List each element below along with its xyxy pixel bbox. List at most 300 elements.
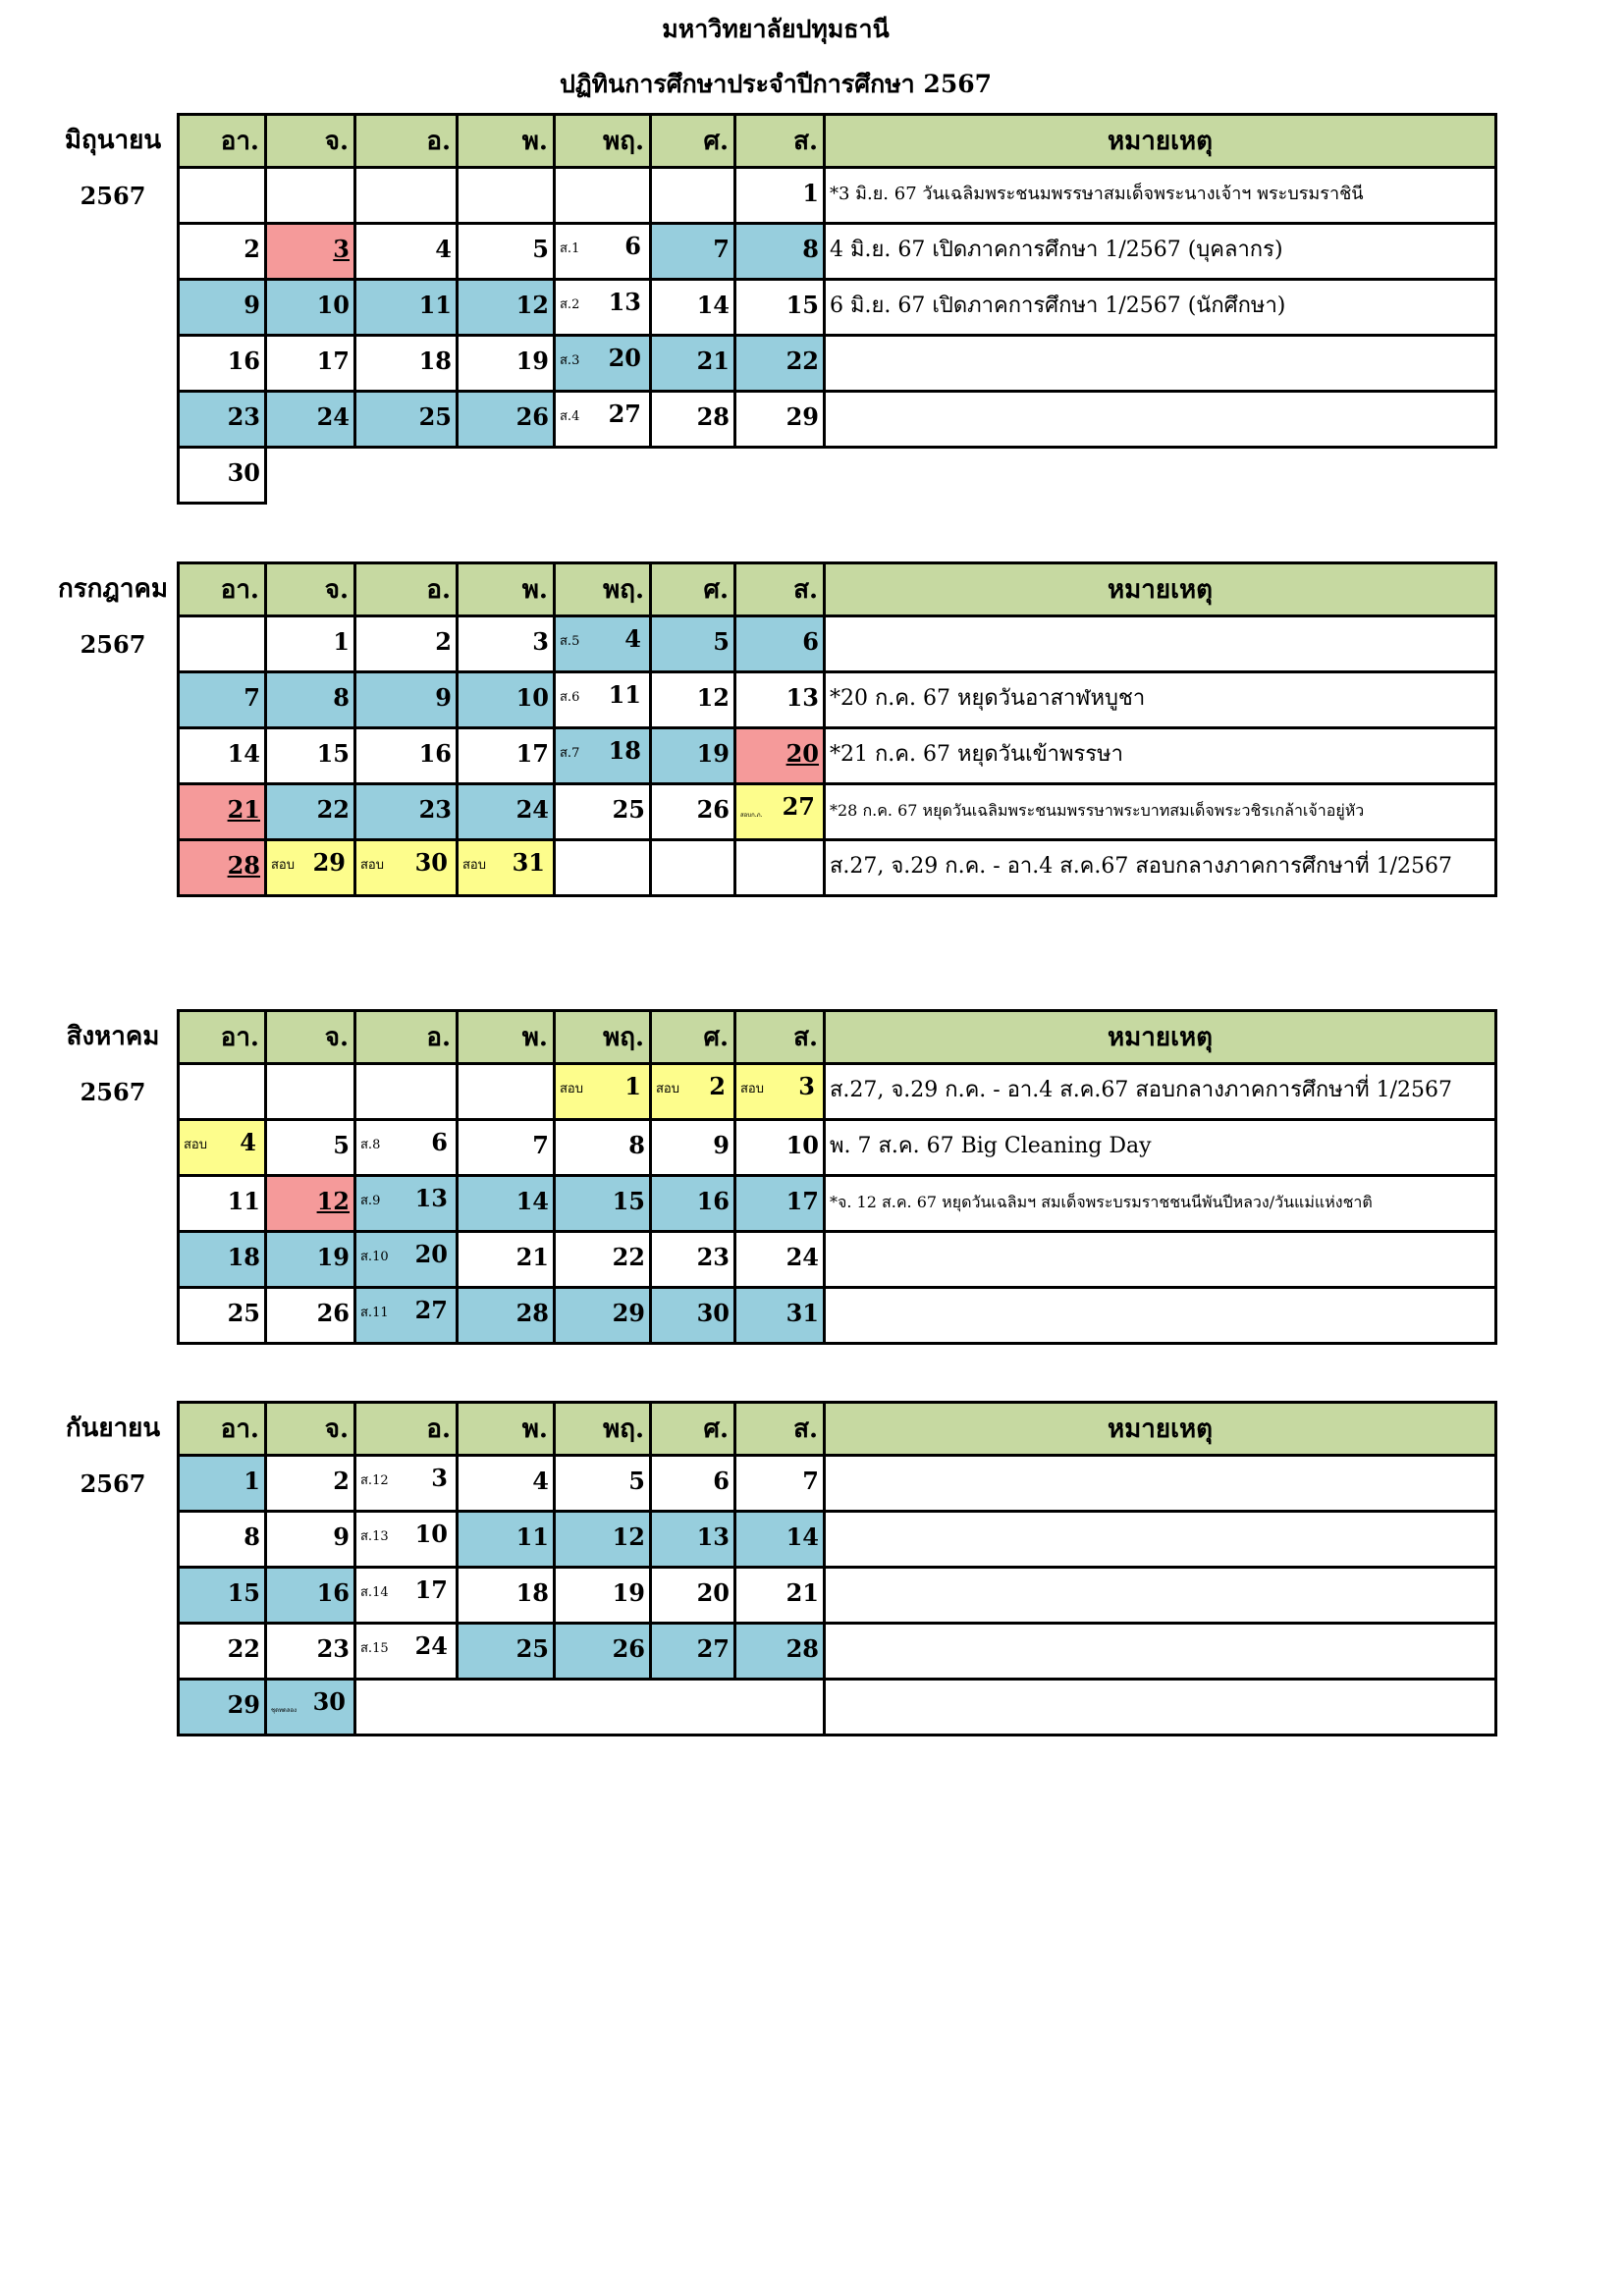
weekday-header: อ.: [356, 1009, 459, 1065]
day-number: 21: [227, 795, 260, 824]
weekday-header: พ.: [459, 561, 556, 617]
day-cell: [736, 617, 826, 673]
day-cell: [177, 729, 267, 785]
note-cell: *จ. 12 ส.ค. 67 หยุดวันเฉลิมฯ สมเด็จพระบรมราชชนนีพันปีหลวง/วันแม่แห่งชาติ: [826, 1177, 1497, 1233]
note-cell: [826, 1289, 1497, 1345]
day-number: 28: [696, 402, 730, 431]
day-number: 25: [418, 402, 452, 431]
weekday-header: อา.: [177, 113, 267, 169]
day-cell: [459, 169, 556, 225]
day-cell: [177, 281, 267, 337]
day-number: 25: [227, 1299, 260, 1327]
day-cell: [652, 1289, 736, 1345]
day-cell: [267, 785, 356, 841]
month-year: 2567: [80, 1469, 146, 1498]
day-cell: [177, 225, 267, 281]
day-cell: [177, 1177, 267, 1233]
day-cell: [736, 1625, 826, 1681]
weekday-header: ศ.: [652, 561, 736, 617]
day-number: 8: [802, 235, 819, 263]
day-cell: [267, 1121, 356, 1177]
month-year: 2567: [80, 630, 146, 659]
day-number: 16: [227, 347, 260, 375]
day-number: 5: [532, 235, 549, 263]
day-cell: [267, 393, 356, 449]
day-number: 17: [316, 347, 350, 375]
day-cell: [267, 281, 356, 337]
week-tag: สอบ: [656, 1082, 679, 1096]
note-cell: [826, 1681, 1497, 1736]
week-tag: ชุดทดลอง: [271, 1707, 298, 1714]
day-cell: [356, 1233, 459, 1289]
day-cell: [556, 1289, 652, 1345]
day-number: 10: [316, 291, 350, 319]
day-cell: [556, 1177, 652, 1233]
note-cell: [826, 393, 1497, 449]
day-number: 25: [515, 1634, 549, 1663]
day-cell: [556, 1625, 652, 1681]
day-cell: [459, 281, 556, 337]
day-number: 10: [785, 1131, 819, 1159]
day-cell: [356, 1457, 459, 1513]
day-number: 22: [612, 1243, 645, 1271]
day-cell: [459, 1289, 556, 1345]
notes-header: หมายเหตุ: [826, 1009, 1497, 1065]
day-number: 8: [333, 683, 350, 712]
day-number: 13: [785, 683, 819, 712]
weekday-header: พฤ.: [556, 561, 652, 617]
day-cell: [356, 1289, 459, 1345]
day-number: 17: [414, 1575, 448, 1604]
day-number: 19: [612, 1578, 645, 1607]
day-number: 8: [628, 1131, 645, 1159]
day-number: 13: [608, 288, 641, 316]
day-number: 28: [515, 1299, 549, 1327]
day-cell: [652, 393, 736, 449]
day-cell: [736, 1177, 826, 1233]
weekday-header: อา.: [177, 561, 267, 617]
day-cell: [556, 785, 652, 841]
day-number: 3: [798, 1072, 815, 1100]
day-number: 30: [312, 1687, 346, 1716]
day-cell: [736, 841, 826, 897]
day-cell: [356, 337, 459, 393]
day-cell: [459, 1513, 556, 1569]
month-name: กรกฎาคม: [57, 574, 169, 604]
month-name: กันยายน: [65, 1414, 161, 1443]
day-cell: [736, 1065, 826, 1121]
day-cell: [177, 393, 267, 449]
day-number: 26: [316, 1299, 350, 1327]
note-cell: *3 มิ.ย. 67 วันเฉลิมพระชนมพรรษาสมเด็จพระนางเจ้าฯ พระบรมราชินี: [826, 169, 1497, 225]
day-cell: [652, 169, 736, 225]
day-number: 31: [785, 1299, 819, 1327]
day-number: 10: [414, 1520, 448, 1548]
day-number: 23: [696, 1243, 730, 1271]
day-number: 11: [418, 291, 452, 319]
weekday-header: ส.: [736, 113, 826, 169]
day-cell: [652, 841, 736, 897]
note-cell: [826, 1625, 1497, 1681]
day-cell: [459, 337, 556, 393]
day-cell: [459, 1569, 556, 1625]
day-number: 20: [414, 1240, 448, 1268]
day-number: 11: [608, 680, 641, 709]
day-number: 30: [696, 1299, 730, 1327]
day-number: 23: [227, 402, 260, 431]
day-number: 13: [414, 1184, 448, 1212]
day-number: 24: [785, 1243, 819, 1271]
day-cell: [459, 1457, 556, 1513]
day-number: 26: [515, 402, 549, 431]
month-year: 2567: [80, 1078, 146, 1106]
day-number: 30: [227, 458, 260, 487]
week-tag: ส.11: [360, 1306, 389, 1320]
day-cell: [459, 673, 556, 729]
day-number: 21: [696, 347, 730, 375]
day-cell: [736, 729, 826, 785]
day-number: 27: [414, 1296, 448, 1324]
day-number: 6: [802, 627, 819, 656]
day-cell: [356, 281, 459, 337]
day-cell: [652, 1121, 736, 1177]
day-cell: [459, 1625, 556, 1681]
day-cell: [356, 1121, 459, 1177]
day-cell: [459, 393, 556, 449]
day-number: 9: [713, 1131, 730, 1159]
month-grid: [177, 113, 1497, 505]
day-number: 4: [624, 624, 641, 653]
day-number: 12: [612, 1522, 645, 1551]
notes-header: หมายเหตุ: [826, 113, 1497, 169]
day-number: 23: [418, 795, 452, 824]
week-tag: ส.4: [560, 409, 580, 424]
weekday-header: อ.: [356, 113, 459, 169]
day-cell: [356, 169, 459, 225]
day-cell: [652, 1625, 736, 1681]
day-number: 7: [713, 235, 730, 263]
day-number: 26: [696, 795, 730, 824]
day-cell: [267, 1289, 356, 1345]
day-number: 22: [316, 795, 350, 824]
day-cell: [459, 1177, 556, 1233]
day-cell: [736, 1569, 826, 1625]
weekday-header: ศ.: [652, 113, 736, 169]
day-cell: [356, 1569, 459, 1625]
weekday-header: อา.: [177, 1401, 267, 1457]
week-tag: ส.12: [360, 1473, 389, 1488]
week-tag: สอบ: [740, 1082, 764, 1096]
day-cell: [267, 337, 356, 393]
day-cell: [177, 1625, 267, 1681]
day-cell: [556, 337, 652, 393]
day-cell: [267, 1513, 356, 1569]
day-number: 7: [244, 683, 260, 712]
day-number: 11: [227, 1187, 260, 1215]
day-cell: [356, 1065, 459, 1121]
week-tag: ส.10: [360, 1250, 389, 1264]
day-cell: [736, 1457, 826, 1513]
week-tag: สอบ: [360, 858, 384, 873]
day-cell: [177, 1289, 267, 1345]
day-number: 29: [612, 1299, 645, 1327]
week-tag: ส.9: [360, 1194, 381, 1208]
day-cell: [556, 225, 652, 281]
day-cell: [267, 1681, 356, 1736]
day-cell: [356, 729, 459, 785]
weekday-header: จ.: [267, 1401, 356, 1457]
day-cell: [267, 1569, 356, 1625]
day-cell: [177, 1681, 267, 1736]
day-cell: [459, 225, 556, 281]
day-number: 7: [532, 1131, 549, 1159]
week-tag: สอบก.ภ.: [740, 812, 763, 819]
day-number: 2: [435, 627, 452, 656]
day-cell: [652, 1457, 736, 1513]
note-cell: ส.27, จ.29 ก.ค. - อา.4 ส.ค.67 สอบกลางภาคการศึกษาที่ 1/2567: [826, 841, 1497, 897]
day-number: 9: [244, 291, 260, 319]
weekday-header: อา.: [177, 1009, 267, 1065]
day-cell: [556, 617, 652, 673]
note-cell: 4 มิ.ย. 67 เปิดภาคการศึกษา 1/2567 (บุคลากร): [826, 225, 1497, 281]
note-cell: พ. 7 ส.ค. 67 Big Cleaning Day: [826, 1121, 1497, 1177]
day-number: 3: [431, 1464, 448, 1492]
note-cell: [826, 337, 1497, 393]
day-number: 20: [608, 344, 641, 372]
day-cell: [556, 169, 652, 225]
day-number: 18: [515, 1578, 549, 1607]
month-name: สิงหาคม: [66, 1022, 160, 1051]
day-number: 15: [316, 739, 350, 768]
week-tag: ส.15: [360, 1641, 389, 1656]
day-number: 27: [782, 792, 815, 821]
day-cell: [267, 1233, 356, 1289]
week-tag: ส.6: [560, 690, 580, 705]
day-cell: [652, 1177, 736, 1233]
week-tag: ส.8: [360, 1138, 381, 1152]
day-number: 15: [227, 1578, 260, 1607]
week-tag: ส.7: [560, 746, 580, 761]
day-cell: [736, 393, 826, 449]
day-number: 5: [333, 1131, 350, 1159]
day-number: 20: [785, 739, 819, 768]
week-tag: ส.1: [560, 241, 580, 256]
day-cell: [177, 1233, 267, 1289]
day-cell: [356, 1625, 459, 1681]
weekday-header: พ.: [459, 1401, 556, 1457]
day-cell: [459, 841, 556, 897]
weekday-header: อ.: [356, 1401, 459, 1457]
day-number: 20: [696, 1578, 730, 1607]
day-number: 27: [696, 1634, 730, 1663]
day-cell: [177, 841, 267, 897]
day-cell: [267, 617, 356, 673]
day-cell: [459, 1121, 556, 1177]
day-cell: [177, 673, 267, 729]
day-number: 17: [785, 1187, 819, 1215]
day-cell: [177, 169, 267, 225]
day-number: 16: [696, 1187, 730, 1215]
note-cell: [826, 1233, 1497, 1289]
day-number: 4: [435, 235, 452, 263]
day-number: 29: [227, 1690, 260, 1719]
weekday-header: ศ.: [652, 1009, 736, 1065]
day-number: 3: [532, 627, 549, 656]
week-tag: ส.5: [560, 634, 580, 649]
day-number: 12: [515, 291, 549, 319]
day-number: 9: [333, 1522, 350, 1551]
day-number: 13: [696, 1522, 730, 1551]
weekday-header: จ.: [267, 561, 356, 617]
day-number: 3: [333, 235, 350, 263]
weekday-header: พ.: [459, 113, 556, 169]
day-cell: [652, 1569, 736, 1625]
day-number: 15: [785, 291, 819, 319]
day-number: 12: [696, 683, 730, 712]
day-number: 24: [515, 795, 549, 824]
day-number: 29: [785, 402, 819, 431]
day-number: 27: [608, 400, 641, 428]
day-cell: [556, 1233, 652, 1289]
day-cell: [652, 337, 736, 393]
day-cell: [356, 225, 459, 281]
day-number: 11: [515, 1522, 549, 1551]
day-number: 28: [227, 851, 260, 880]
day-cell: [267, 673, 356, 729]
day-cell: [652, 729, 736, 785]
day-cell: [652, 225, 736, 281]
day-cell: [356, 841, 459, 897]
week-tag: สอบ: [184, 1138, 207, 1152]
month-year: 2567: [80, 182, 146, 210]
day-cell: [736, 785, 826, 841]
blank-cell: [356, 1681, 826, 1736]
day-cell: [556, 281, 652, 337]
day-cell: [652, 1233, 736, 1289]
day-cell: [356, 785, 459, 841]
day-cell: [736, 1513, 826, 1569]
note-cell: 6 มิ.ย. 67 เปิดภาคการศึกษา 1/2567 (นักศึกษา): [826, 281, 1497, 337]
day-cell: [177, 1457, 267, 1513]
day-cell: [267, 729, 356, 785]
day-cell: [652, 1065, 736, 1121]
day-number: 22: [227, 1634, 260, 1663]
day-cell: [177, 617, 267, 673]
day-number: 8: [244, 1522, 260, 1551]
day-cell: [356, 1513, 459, 1569]
day-cell: [459, 617, 556, 673]
day-number: 2: [244, 235, 260, 263]
day-number: 28: [785, 1634, 819, 1663]
month-name: มิถุนายน: [64, 126, 162, 155]
day-cell: [267, 841, 356, 897]
week-tag: ส.2: [560, 297, 580, 312]
day-number: 10: [515, 683, 549, 712]
day-number: 24: [414, 1631, 448, 1660]
day-cell: [736, 281, 826, 337]
day-cell: [459, 785, 556, 841]
day-cell: [267, 1177, 356, 1233]
day-number: 6: [713, 1467, 730, 1495]
day-number: 14: [515, 1187, 549, 1215]
day-cell: [267, 1065, 356, 1121]
day-number: 1: [244, 1467, 260, 1495]
month-grid: [177, 561, 1497, 897]
day-cell: [177, 449, 267, 505]
day-number: 4: [532, 1467, 549, 1495]
week-tag: ส.13: [360, 1529, 389, 1544]
day-cell: [356, 393, 459, 449]
day-cell: [652, 281, 736, 337]
day-cell: [459, 729, 556, 785]
week-tag: ส.14: [360, 1585, 389, 1600]
day-number: 29: [312, 848, 346, 877]
note-cell: ส.27, จ.29 ก.ค. - อา.4 ส.ค.67 สอบกลางภาคการศึกษาที่ 1/2567: [826, 1065, 1497, 1121]
day-cell: [267, 169, 356, 225]
week-tag: สอบ: [462, 858, 486, 873]
day-number: 23: [316, 1634, 350, 1663]
weekday-header: อ.: [356, 561, 459, 617]
day-cell: [177, 337, 267, 393]
day-cell: [177, 1569, 267, 1625]
day-number: 6: [431, 1128, 448, 1156]
month-grid: [177, 1401, 1497, 1736]
day-number: 18: [608, 736, 641, 765]
weekday-header: จ.: [267, 1009, 356, 1065]
day-cell: [459, 1233, 556, 1289]
day-number: 12: [316, 1187, 350, 1215]
day-cell: [356, 1177, 459, 1233]
day-number: 2: [709, 1072, 726, 1100]
day-cell: [736, 1233, 826, 1289]
day-number: 17: [515, 739, 549, 768]
day-cell: [556, 729, 652, 785]
weekday-header: ส.: [736, 1401, 826, 1457]
day-cell: [556, 1513, 652, 1569]
day-number: 24: [316, 402, 350, 431]
day-number: 25: [612, 795, 645, 824]
weekday-header: ศ.: [652, 1401, 736, 1457]
day-cell: [177, 1121, 267, 1177]
day-cell: [177, 785, 267, 841]
day-number: 1: [333, 627, 350, 656]
day-cell: [556, 673, 652, 729]
university-title: มหาวิทยาลัยปทุมธานี: [662, 15, 890, 43]
note-cell: [826, 1569, 1497, 1625]
day-number: 6: [624, 232, 641, 260]
day-cell: [177, 1065, 267, 1121]
day-number: 14: [785, 1522, 819, 1551]
day-cell: [356, 617, 459, 673]
day-number: 19: [316, 1243, 350, 1271]
day-cell: [556, 1569, 652, 1625]
note-cell: *28 ก.ค. 67 หยุดวันเฉลิมพระชนมพรรษาพระบาทสมเด็จพระวชิรเกล้าเจ้าอยู่หัว: [826, 785, 1497, 841]
day-number: 14: [227, 739, 260, 768]
day-number: 2: [333, 1467, 350, 1495]
day-number: 5: [628, 1467, 645, 1495]
day-number: 7: [802, 1467, 819, 1495]
day-number: 19: [696, 739, 730, 768]
day-cell: [736, 169, 826, 225]
day-cell: [556, 1121, 652, 1177]
day-number: 21: [515, 1243, 549, 1271]
day-cell: [556, 393, 652, 449]
day-cell: [556, 1457, 652, 1513]
note-cell: *20 ก.ค. 67 หยุดวันอาสาฬหบูชา: [826, 673, 1497, 729]
day-cell: [556, 841, 652, 897]
week-tag: ส.3: [560, 353, 580, 368]
weekday-header: พ.: [459, 1009, 556, 1065]
